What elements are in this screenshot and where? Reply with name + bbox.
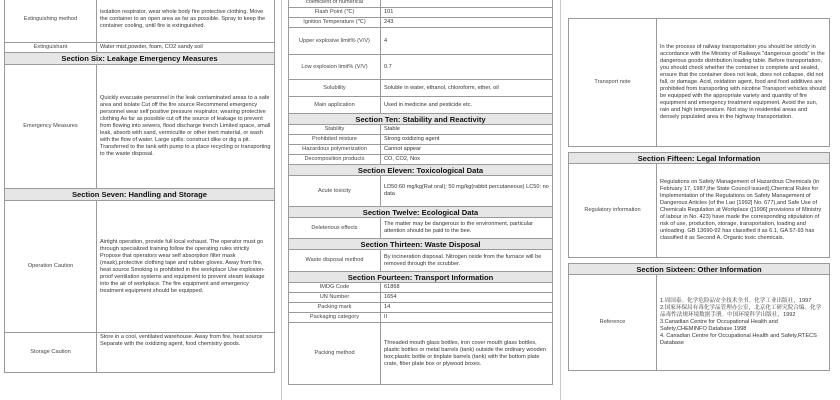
row-label: Transport note — [569, 19, 657, 147]
msds-column-2 — [288, 0, 553, 385]
section-title: Section Fifteen: Legal Information — [569, 153, 830, 164]
msds-column-1 — [4, 0, 275, 373]
row-value: Stable — [381, 125, 553, 135]
row-label: coefficient of numerical — [289, 0, 381, 8]
row-value: Regulations on Safety Management of Hazardous Chemicals (in February 17, 1987,the State Council issued),Chemical Rules for Implementation of the Regulations on Safety Management of Dangerous Articles (of the Lao [1992] No. 677),and Safe Use of Chemicals Regulation at Workplace ([1996] provisions of Ministry of labour in No. 423) have made the corresponding stipulation of risk of use, production, storage, transportation, loading and unloading. GB 13690-92 has classified it as 6.1, GA 57-93 has classified it as Second A. Organic toxic chemicals. — [657, 164, 830, 258]
row-label: Stability — [289, 125, 381, 135]
table-row — [289, 323, 553, 385]
row-value: The matter may be dangerous to the environment, particular attention should be paid to the bee. — [381, 218, 553, 239]
table-row — [289, 250, 553, 272]
row-value: 101 — [381, 8, 553, 18]
row-value: 0.7 — [381, 55, 553, 80]
row-value: CO, CO2, Nox — [381, 155, 553, 165]
row-label: Storage Caution — [5, 333, 97, 373]
reference-item: 1.周国泰。化学危险品安全技术全书。化学工业出版社，1997 — [660, 298, 812, 304]
section-title: Section Seven: Handling and Storage — [5, 189, 275, 201]
table-row — [289, 293, 553, 303]
row-value: Water mist,powder, foam, CO2 sandy soil — [97, 43, 275, 53]
section-title: Section Thirteen: Waste Disposal — [289, 239, 553, 250]
table-row — [289, 176, 553, 207]
row-label: Packing mark — [289, 303, 381, 313]
section-header — [289, 114, 553, 125]
row-value: 61868 — [381, 283, 553, 293]
table-row — [289, 55, 553, 80]
table-row — [289, 303, 553, 313]
row-label: Emergency Measures — [5, 65, 97, 189]
table-row — [289, 0, 553, 8]
row-value: Cannot appear — [381, 145, 553, 155]
row-label: Upper explosive limit% (V/V) — [289, 28, 381, 55]
msds-table — [4, 0, 275, 373]
section-header — [289, 207, 553, 218]
row-label: Packaging category — [289, 313, 381, 323]
row-label: Packing method — [289, 323, 381, 385]
section-header — [289, 239, 553, 250]
section-title: Section Eleven: Toxicological Data — [289, 165, 553, 176]
row-value — [381, 0, 553, 8]
table-row — [569, 164, 830, 258]
row-value: In the process of railway transportation you should be strictly in accordance with the Ministry of Railways "dangerous goods" in the dangerous goods distribution loading table. Before transportation, you should check whether the container is complete and sealed, ensure that the container does not leak, does not collapse, did not fall, or damage. Acid, oxidation agent, food and food additives are prohibited from transporting with nicotine Transport vehicles should be equipped with the appropriate variety and quantity of fire equipment and emergency treatment equipment. Avoid the sun, rain and high temperature. Not stay in residential areas and densely populated area in the highway transportation. — [657, 19, 830, 147]
table-row — [289, 18, 553, 28]
row-label: Flash Point (℃) — [289, 8, 381, 18]
column-divider — [281, 0, 282, 400]
row-value: By incineration disposal. Nitrogen oxide from the furnace will be removed through the scrubber. — [381, 250, 553, 272]
row-label: Decomposition products — [289, 155, 381, 165]
row-value: Soluble in water, ethanol, chloroform, ether, oil — [381, 80, 553, 97]
table-row — [5, 65, 275, 189]
table-row — [289, 97, 553, 114]
table-row — [569, 275, 830, 371]
row-value: Airtight operation, provide full local exhaust. The operator must go through specialized training follow the operating rules strictly Propose that operators wear self absorption filter mask (mask),protective clothing tape and rubber gloves. Away from fire, heat source Smoking is prohibited in the workplace Use explosion-proof ventilation systems and equipment to prevent steam leakage into the air of workplace. The fire equipment and emergency treatment equipment should be equipped. — [97, 201, 275, 333]
reference-item: 4. Canadian Centre for Occupational Health and Safety,RTECS Database — [660, 333, 817, 346]
table-row — [5, 43, 275, 53]
row-value: II — [381, 313, 553, 323]
table-row — [289, 125, 553, 135]
reference-item: 3.Canadian Centre for Occupational Health and Safety,CHEMINFO Database 1998 — [660, 319, 778, 332]
table-row — [569, 19, 830, 147]
table-row — [289, 135, 553, 145]
row-value: 14 — [381, 303, 553, 313]
table-row — [289, 80, 553, 97]
row-value: Used in medicine and pesticide etc. — [381, 97, 553, 114]
table-row — [5, 333, 275, 373]
section-header — [569, 264, 830, 275]
row-label: Low explosion limit% (V/V) — [289, 55, 381, 80]
row-value: Quickly evacuate personnel in the leak contaminated areas to a safe area and isolate Cut off the fire source Recommend emergency personnel wear self positive pressure respirator, wearing protective clothing As far as possible cut off the source of leakage to prevent from flowing into sewers, flood discharge trench Limited space, small leak, absorb with sand, vermiculite or other inert material, or wash with the flow of water. Large spills: construct dike or dig a pit. Transferred to the tank with pump to a place recycling or transporting to the waste disposal. — [97, 65, 275, 189]
row-value: Store in a cool, ventilated warehouse. Away from fire, heat source Separate with the oxidizing agent, food chemistry goods. — [97, 333, 275, 373]
row-label: Ignition Temperature (℃) — [289, 18, 381, 28]
row-label: Operation Caution — [5, 201, 97, 333]
table-row — [289, 313, 553, 323]
section-title: Section Sixteen: Other Information — [569, 264, 830, 275]
table-row — [289, 218, 553, 239]
row-label: Acute toxicity — [289, 176, 381, 207]
table-row — [5, 0, 275, 43]
row-value: 243 — [381, 18, 553, 28]
row-label: Extinguishant — [5, 43, 97, 53]
section-title: Section Twelve: Ecological Data — [289, 207, 553, 218]
row-label: UN Number — [289, 293, 381, 303]
msds-column-3 — [568, 18, 830, 371]
row-label: IMDG Code — [289, 283, 381, 293]
row-value — [657, 275, 830, 371]
table-row — [289, 155, 553, 165]
row-label: Extinguishing method — [5, 0, 97, 43]
section-title: Section Six: Leakage Emergency Measures — [5, 53, 275, 65]
section-title: Section Ten: Stability and Reactivity — [289, 114, 553, 125]
row-label: Prohibited mixture — [289, 135, 381, 145]
msds-table — [568, 18, 830, 371]
section-header — [5, 189, 275, 201]
section-header — [289, 165, 553, 176]
section-header — [5, 53, 275, 65]
section-title: Section Fourteen: Transport Information — [289, 272, 553, 283]
table-row — [289, 8, 553, 18]
row-value: Threaded mouth glass bottles, iron cover mouth glass bottles, plastic bottles or metal barrels (tank) outside the ordinary wooden box;plastic bottle or tinplate barrels (tank) with the bottom plate crate, fiber plate box or plywood boxes. — [381, 323, 553, 385]
row-value: 4 — [381, 28, 553, 55]
row-label: Main application — [289, 97, 381, 114]
table-row — [5, 201, 275, 333]
row-label: Hazardous polymerization — [289, 145, 381, 155]
row-value: 1654 — [381, 293, 553, 303]
table-row — [289, 145, 553, 155]
row-value: isolation respirator, wear whole body fire protective clothing. Move the container to an open area as far as possible. Spray to keep the container cooling, until fire is extinguished. — [97, 0, 275, 43]
row-label: Regulatory information — [569, 164, 657, 258]
msds-table — [288, 0, 553, 385]
section-header — [569, 153, 830, 164]
table-row — [289, 283, 553, 293]
row-label: Waste disposal method — [289, 250, 381, 272]
column-divider — [560, 0, 561, 400]
row-value: LD50:60 mg/kg(Rat oral); 50 mg/kg(rabbit percutaneous) LC50: no data — [381, 176, 553, 207]
row-label: Reference — [569, 275, 657, 371]
section-header — [289, 272, 553, 283]
table-row — [289, 28, 553, 55]
reference-item: 2.国家环保局有毒化学品管理办公室，北京化工研究院合编。化学品毒性法规环境数据手册。中国环境科学出版社，1992 — [660, 305, 822, 318]
row-value: Strong oxidizing agent — [381, 135, 553, 145]
row-label: Solubility — [289, 80, 381, 97]
row-label: Deleterious effects — [289, 218, 381, 239]
